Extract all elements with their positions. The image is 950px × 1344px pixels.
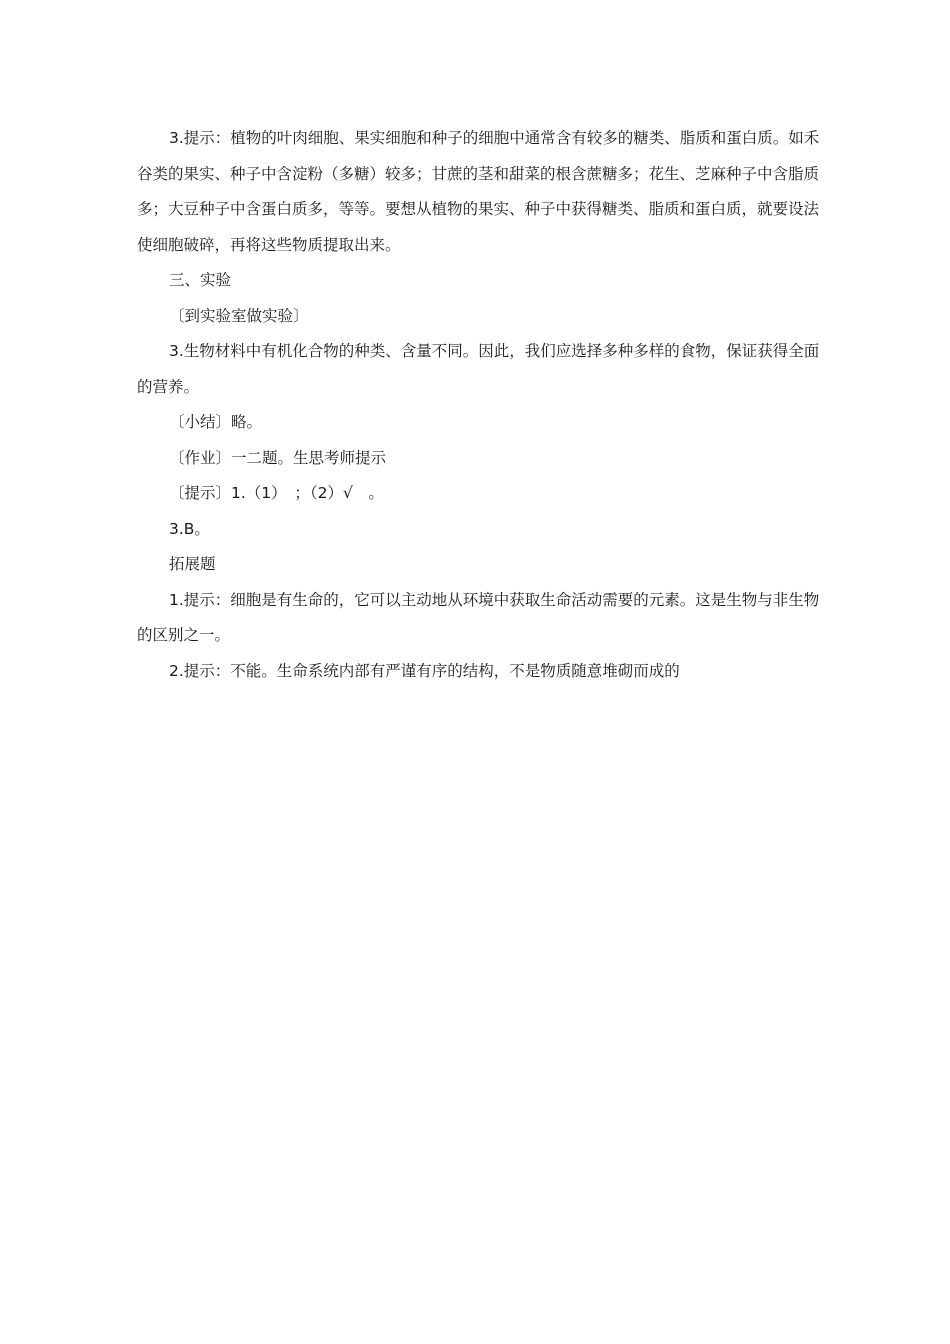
section-heading-experiment: 三、实验 <box>169 271 232 289</box>
answer-3-line: 3.B。 <box>169 519 210 538</box>
lab-note: 〔到实验室做实验〕 <box>169 306 309 325</box>
homework-line: 〔作业〕一二题。生思考师提示 <box>169 448 387 467</box>
paragraph-extension-hint-2: 2.提示：不能。生命系统内部有严谨有序的结构，不是物质随意堆砌而成的 <box>169 661 680 680</box>
paragraph-extension-hint-1: 1.提示：细胞是有生命的，它可以主动地从环境中获取生命活动需要的元素。这是生物与非生物的区别之一。 <box>137 590 820 644</box>
hint-answers-line: 〔提示〕1.（1） ；（2）√ 。 <box>169 484 384 502</box>
paragraph-hint-3-plant-cells: 3.提示：植物的叶肉细胞、果实细胞和种子的细胞中通常含有较多的糖类、脂质和蛋白质。如禾谷类的果实、种子中含淀粉（多糖）较多；甘蔗的茎和甜菜的根含蔗糖多；花生、芝麻种子中含脂质多；大豆种子中含蛋白质多，等等。要想从植物的果实、种子中获得糖类、脂质和蛋白质，就要设法使细胞破碎，再将这些物质提取出来。 <box>137 129 820 254</box>
summary-line: 〔小结〕略。 <box>169 413 263 431</box>
paragraph-point-3-nutrition: 3.生物材料中有机化合物的种类、含量不同。因此，我们应选择多种多样的食物，保证获得全面的营养。 <box>137 342 820 396</box>
extension-heading: 拓展题 <box>169 555 216 573</box>
document-body <box>137 121 827 689</box>
